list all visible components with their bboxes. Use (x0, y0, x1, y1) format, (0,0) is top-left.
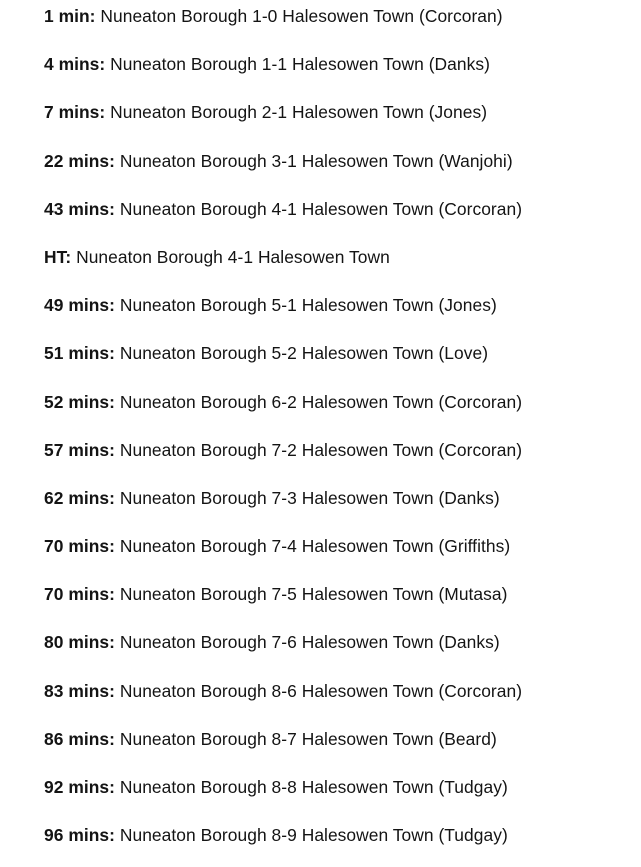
event-description: Nuneaton Borough 5-2 Halesowen Town (Love) (119, 343, 489, 364)
event-description: Nuneaton Borough 4-1 Halesowen Town (Corcoran) (119, 198, 523, 219)
event-time: 86 mins: (44, 728, 115, 749)
event-description: Nuneaton Borough 7-6 Halesowen Town (Danks) (119, 632, 500, 653)
timeline-event (44, 434, 522, 482)
timeline-event (44, 530, 522, 578)
event-time: 96 mins: (44, 825, 115, 846)
timeline-event (44, 723, 522, 771)
event-time: 4 mins: (44, 54, 106, 75)
timeline-event (44, 337, 522, 385)
timeline-event (44, 0, 522, 48)
timeline-event (44, 289, 522, 337)
event-time: 92 mins: (44, 777, 115, 797)
timeline-event (44, 675, 522, 723)
timeline-event (44, 578, 522, 626)
event-description: Nuneaton Borough 4-1 Halesowen Town (76, 246, 390, 267)
timeline-event (44, 819, 522, 867)
timeline-event (44, 48, 522, 96)
event-description: Nuneaton Borough 7-4 Halesowen Town (Griffiths) (119, 536, 511, 557)
event-description: Nuneaton Borough 5-1 Halesowen Town (Jones) (119, 295, 497, 316)
event-description: Nuneaton Borough 8-8 Halesowen Town (Tudgay) (119, 777, 508, 797)
event-time: 1 min: (44, 6, 96, 26)
timeline-event (44, 96, 522, 144)
event-description: Nuneaton Borough 2-1 Halesowen Town (Jones) (110, 102, 488, 123)
event-time: 83 mins: (44, 680, 115, 701)
event-time: 70 mins: (44, 536, 115, 557)
event-time: 52 mins: (44, 391, 115, 412)
event-description: Nuneaton Borough 8-6 Halesowen Town (Corcoran) (119, 680, 523, 701)
event-description: Nuneaton Borough 1-1 Halesowen Town (Danks) (110, 54, 490, 75)
event-description: Nuneaton Borough 7-5 Halesowen Town (Mutasa) (119, 584, 508, 605)
event-time: 49 mins: (44, 295, 115, 316)
event-time: HT: (44, 246, 72, 267)
timeline-event (44, 626, 522, 674)
event-time: 80 mins: (44, 632, 115, 653)
event-time: 22 mins: (44, 150, 115, 171)
event-description: Nuneaton Borough 7-2 Halesowen Town (Corcoran) (119, 439, 523, 460)
event-time: 43 mins: (44, 198, 115, 219)
timeline-event (44, 193, 522, 241)
event-time: 51 mins: (44, 343, 115, 364)
timeline-event (44, 241, 522, 289)
event-time: 70 mins: (44, 584, 115, 605)
event-description: Nuneaton Borough 3-1 Halesowen Town (Wanjohi) (119, 150, 513, 171)
timeline-event (44, 771, 522, 819)
timeline-event (44, 145, 522, 193)
goal-timeline (44, 0, 522, 867)
event-description: Nuneaton Borough 6-2 Halesowen Town (Corcoran) (119, 391, 523, 412)
timeline-event (44, 482, 522, 530)
timeline-event (44, 386, 522, 434)
event-description: Nuneaton Borough 8-7 Halesowen Town (Beard) (119, 728, 497, 749)
event-time: 62 mins: (44, 487, 115, 508)
event-description: Nuneaton Borough 8-9 Halesowen Town (Tudgay) (119, 825, 508, 846)
event-description: Nuneaton Borough 1-0 Halesowen Town (Corcoran) (100, 6, 503, 26)
event-description: Nuneaton Borough 7-3 Halesowen Town (Danks) (119, 487, 500, 508)
event-time: 7 mins: (44, 102, 106, 123)
event-time: 57 mins: (44, 439, 115, 460)
